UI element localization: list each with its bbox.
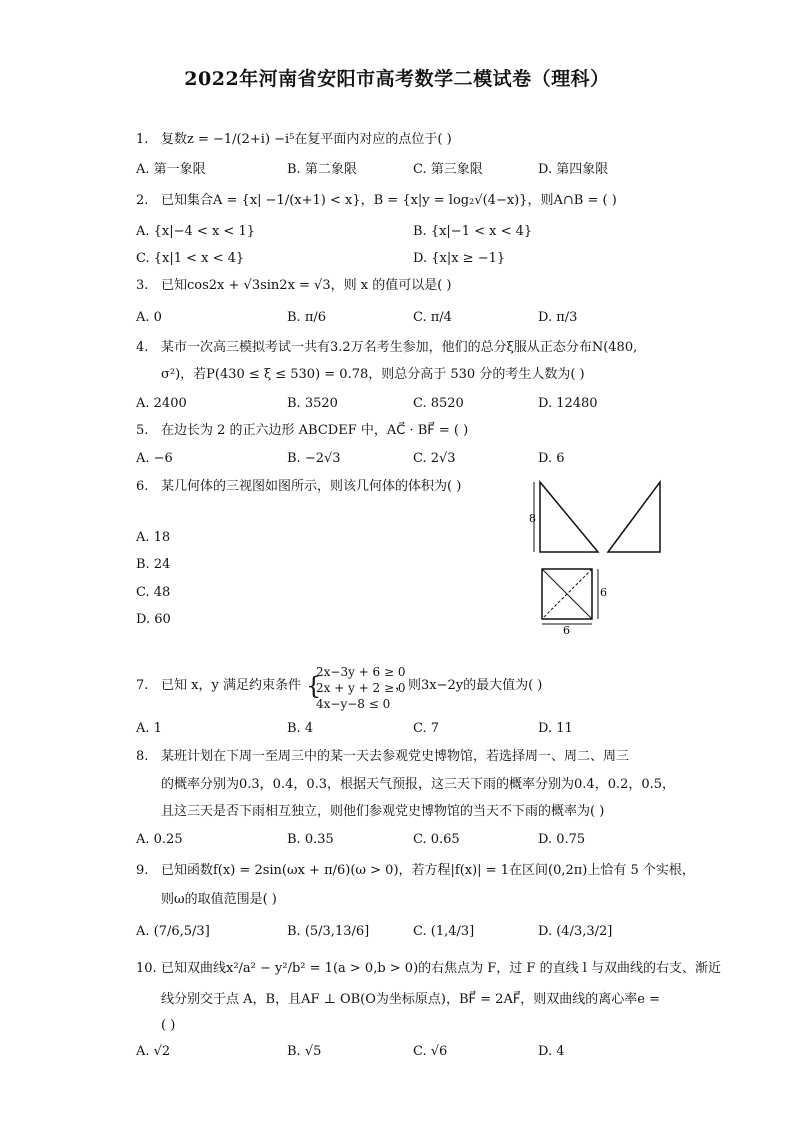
front-view-triangle bbox=[540, 482, 598, 552]
constraint-2: 2x + y + 2 ≥ 0 bbox=[316, 681, 406, 695]
option-c: C. √6 bbox=[413, 1044, 448, 1059]
side-label: 6 bbox=[600, 586, 607, 599]
option-a: A. √2 bbox=[136, 1044, 171, 1059]
question-number: 4. bbox=[136, 340, 149, 355]
question-number: 8. bbox=[136, 749, 149, 764]
option-c: C. 8520 bbox=[413, 396, 464, 411]
option-a: A. {x|−4 < x < 1} bbox=[136, 224, 255, 239]
constraint-system bbox=[316, 664, 406, 712]
option-a: A. 1 bbox=[136, 721, 162, 736]
option-d: D. 第四象限 bbox=[538, 162, 609, 177]
constraint-1: 2x−3y + 6 ≥ 0 bbox=[316, 665, 406, 679]
question-text-continued: 线分别交于点 A，B，且AF ⊥ OB(O为坐标原点)，BF⃗ = 2AF⃗，则双曲线的离心率e = bbox=[161, 992, 661, 1007]
question-text-continued: ( ) bbox=[161, 1018, 176, 1033]
question-number: 7. bbox=[136, 678, 149, 693]
option-b: B. (5/3,13/6] bbox=[287, 924, 370, 939]
side-view-triangle bbox=[608, 482, 660, 552]
option-d: D. 4 bbox=[538, 1044, 565, 1059]
option-a: A. (7/6,5/3] bbox=[136, 924, 210, 939]
option-a: A. −6 bbox=[136, 451, 173, 466]
option-d: D. 0.75 bbox=[538, 832, 586, 847]
question-1 bbox=[136, 127, 676, 153]
question-text-continued: 则ω的取值范围是( ) bbox=[161, 892, 277, 907]
question-text-continued: 且这三天是否下雨相互独立，则他们参观党史博物馆的当天不下雨的概率为( ) bbox=[161, 804, 605, 819]
question-number: 2. bbox=[136, 193, 149, 208]
question-2 bbox=[136, 188, 676, 214]
option-b: B. π/6 bbox=[287, 310, 327, 325]
question-number: 3. bbox=[136, 278, 149, 293]
option-b: B. {x|−1 < x < 4} bbox=[413, 224, 533, 239]
option-a: A. 0 bbox=[136, 310, 162, 325]
question-text: 已知cos2x + √3sin2x = √3，则 x 的值可以是( ) bbox=[161, 278, 452, 293]
question-text: 某班计划在下周一至周三中的某一天去参观党史博物馆，若选择周一、周二、周三 bbox=[161, 749, 630, 764]
exam-title: 2022年河南省安阳市高考数学二模试卷（理科） bbox=[184, 68, 610, 90]
option-d: D. 12480 bbox=[538, 396, 598, 411]
option-b: B. −2√3 bbox=[287, 451, 341, 466]
option-a: A. 第一象限 bbox=[136, 162, 206, 177]
question-number: 9. bbox=[136, 863, 149, 878]
question-number: 1. bbox=[136, 132, 149, 147]
question-text-after: ，则3x−2y的最大值为( ) bbox=[394, 678, 543, 693]
option-c: C. 第三象限 bbox=[413, 162, 483, 177]
constraint-3: 4x−y−8 ≤ 0 bbox=[316, 697, 391, 711]
question-number: 6. bbox=[136, 479, 149, 494]
question-text: 某市一次高三模拟考试一共有3.2万名考生参加，他们的总分ξ服从正态分布N(480, bbox=[161, 340, 638, 355]
question-text: 复数z = −1/(2+i) −i⁵在复平面内对应的点位于( ) bbox=[161, 132, 452, 147]
option-d: D. 11 bbox=[538, 721, 573, 736]
option-a: A. 18 bbox=[136, 530, 171, 545]
option-c: C. π/4 bbox=[413, 310, 452, 325]
option-c: C. (1,4/3] bbox=[413, 924, 475, 939]
option-b: B. 第二象限 bbox=[287, 162, 357, 177]
option-d: D. (4/3,3/2] bbox=[538, 924, 613, 939]
question-text: 在边长为 2 的正六边形 ABCDEF 中，AC⃗ · BF⃗ = ( ) bbox=[161, 423, 469, 438]
option-c: C. {x|1 < x < 4} bbox=[136, 251, 245, 266]
option-c: C. 48 bbox=[136, 585, 171, 600]
option-b: B. 4 bbox=[287, 721, 314, 736]
question-9 bbox=[136, 858, 695, 884]
option-b: B. 3520 bbox=[287, 396, 338, 411]
option-d: D. π/3 bbox=[538, 310, 578, 325]
option-b: B. 24 bbox=[136, 557, 171, 572]
question-number: 10. bbox=[136, 961, 157, 976]
question-text: 已知集合A = {x| −1/(x+1) < x}，B = {x|y = log₂√(4−x)}，则A∩B = ( ) bbox=[161, 193, 617, 208]
option-c: C. 7 bbox=[413, 721, 440, 736]
question-text-continued: σ²)，若P(430 ≤ ξ ≤ 530) = 0.78，则总分高于 530 分的考生人数为( ) bbox=[161, 367, 585, 382]
option-d: D. 60 bbox=[136, 612, 171, 627]
option-a: A. 2400 bbox=[136, 396, 187, 411]
question-text: 已知双曲线x²/a² − y²/b² = 1(a > 0,b > 0)的右焦点为 F，过 F 的直线 l 与双曲线的右支、渐近 bbox=[161, 961, 722, 976]
option-c: C. 0.65 bbox=[413, 832, 460, 847]
option-d: D. {x|x ≥ −1} bbox=[413, 251, 506, 266]
height-label: 8 bbox=[529, 512, 536, 525]
question-8 bbox=[136, 744, 676, 770]
question-3 bbox=[136, 273, 676, 299]
option-b: B. √5 bbox=[287, 1044, 322, 1059]
constraint-brace: { bbox=[306, 672, 322, 700]
bottom-label: 6 bbox=[563, 624, 570, 636]
option-a: A. 0.25 bbox=[136, 832, 183, 847]
three-view-figure bbox=[526, 476, 666, 636]
option-d: D. 6 bbox=[538, 451, 565, 466]
question-10 bbox=[136, 956, 722, 982]
question-4 bbox=[136, 335, 676, 361]
option-c: C. 2√3 bbox=[413, 451, 456, 466]
option-b: B. 0.35 bbox=[287, 832, 334, 847]
question-7 bbox=[136, 673, 676, 699]
question-5 bbox=[136, 418, 676, 444]
question-text: 已知函数f(x) = 2sin(ωx + π/6)(ω > 0)，若方程|f(x)| = 1在区间(0,2π)上恰有 5 个实根， bbox=[161, 863, 695, 878]
question-text-before: 已知 x，y 满足约束条件 bbox=[161, 678, 301, 693]
question-text-continued: 的概率分别为0.3，0.4，0.3，根据天气预报，这三天下雨的概率分别为0.4，0.2，0.5， bbox=[161, 777, 676, 792]
question-number: 5. bbox=[136, 423, 149, 438]
question-text: 某几何体的三视图如图所示，则该几何体的体积为( ) bbox=[161, 479, 462, 494]
